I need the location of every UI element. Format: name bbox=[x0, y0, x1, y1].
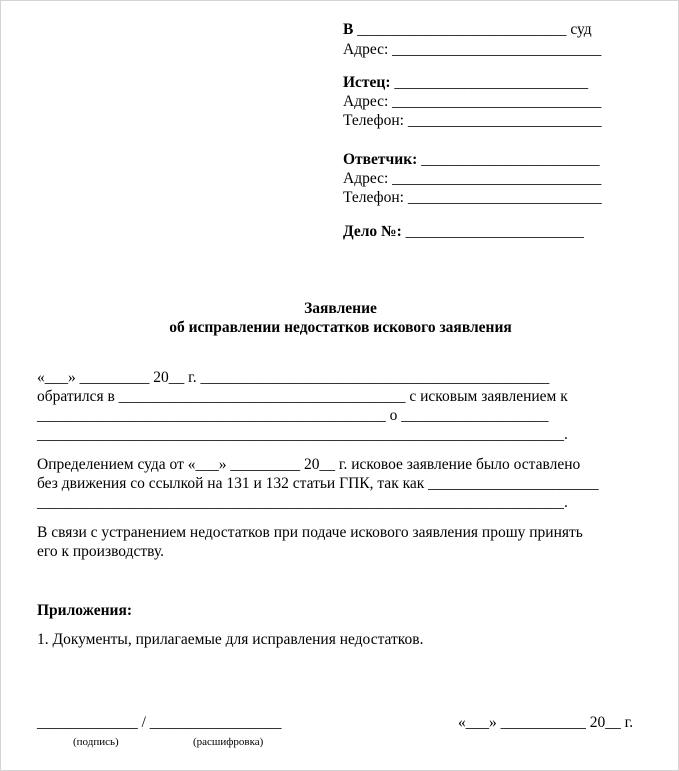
defendant-label: Ответчик: bbox=[343, 151, 418, 168]
plaintiff-label: Истец: bbox=[343, 74, 391, 91]
signature-date: «___» ___________ 20__ г. bbox=[458, 714, 634, 731]
court-label: В bbox=[343, 21, 354, 38]
case-label: Дело №: bbox=[343, 223, 402, 240]
court-suffix: суд bbox=[570, 21, 592, 38]
p2-line3: ____________________________________________________________________. bbox=[37, 494, 568, 511]
plaintiff-phone: Телефон: _________________________ bbox=[343, 112, 602, 129]
defendant-line bbox=[343, 150, 599, 169]
case-blank: _______________________ bbox=[405, 223, 584, 240]
p1-line1: «___» _________ 20__ г. _____________________________________________ bbox=[37, 369, 550, 386]
defendant-phone: Телефон: _________________________ bbox=[343, 189, 602, 206]
p3-line2: его к производству. bbox=[37, 543, 165, 560]
document-subtitle: об исправлении недостатков искового заявления bbox=[169, 319, 512, 336]
court-blank: ___________________________ bbox=[357, 21, 567, 38]
p3-line1: В связи с устранением недостатков при подаче искового заявления прошу принять bbox=[37, 524, 583, 541]
plaintiff-line bbox=[343, 73, 588, 92]
p1-line3: _____________________________________________ о ___________________ bbox=[37, 407, 549, 424]
attachment-item: 1. Документы, прилагаемые для исправления недостатков. bbox=[37, 631, 424, 648]
p1-line4: ____________________________________________________________________. bbox=[37, 426, 568, 443]
case-number-line bbox=[343, 222, 584, 241]
p2-line2: без движения со ссылкой на 131 и 132 статьи ГПК, так как ______________________ bbox=[37, 475, 599, 492]
p2-line1: Определением суда от «___» _________ 20__ г. исковое заявление было оставлено bbox=[37, 456, 581, 473]
document-title: Заявление bbox=[304, 300, 377, 317]
plaintiff-address: Адрес: ___________________________ bbox=[343, 93, 602, 110]
defendant-blank: _______________________ bbox=[421, 151, 600, 168]
court-line bbox=[343, 20, 592, 39]
p1-line2: обратился в _____________________________________ с исковым заявлением к bbox=[37, 388, 568, 405]
defendant-address: Адрес: ___________________________ bbox=[343, 170, 602, 187]
attachments-heading: Приложения: bbox=[37, 602, 132, 619]
decode-caption: (расшифровка) bbox=[193, 736, 264, 748]
court-address: Адрес: ___________________________ bbox=[343, 41, 602, 58]
signature-line: _____________ / _________________ bbox=[37, 714, 282, 731]
signature-caption: (подпись) bbox=[73, 736, 119, 748]
plaintiff-blank: _________________________ bbox=[394, 74, 589, 91]
